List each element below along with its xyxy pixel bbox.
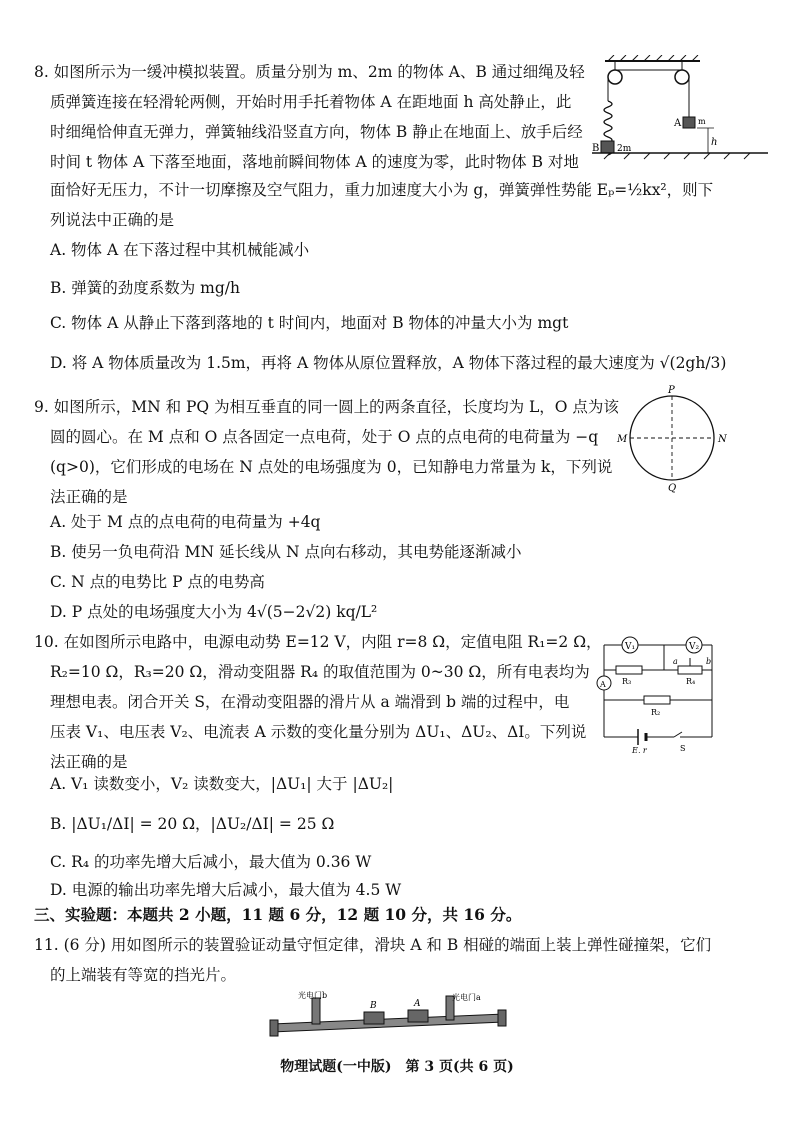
label-v1: V₁ xyxy=(625,642,636,652)
q8-line: 时细绳恰伸直无弹力，弹簧轴线沿竖直方向，物体 B 静止在地面上、放手后经 xyxy=(50,123,583,141)
q10-line: R₂=10 Ω，R₃=20 Ω，滑动变阻器 R₄ 的取值范围为 0~30 Ω，所有电表均为 xyxy=(50,663,590,681)
block-b xyxy=(601,141,614,153)
q9-line: 圆的圆心。在 M 点和 O 点各固定一点电荷，处于 O 点的点电荷的电荷量为 −q xyxy=(50,428,599,446)
circle-charge-figure xyxy=(612,383,730,493)
q10-option-d: D. 电源的输出功率先增大后减小，最大值为 4.5 W xyxy=(50,881,402,899)
q9-option-c: C. N 点的电势比 P 点的电势高 xyxy=(50,573,265,591)
q10-option-b: B. |ΔU₁/ΔI| = 20 Ω，|ΔU₂/ΔI| = 25 Ω xyxy=(50,815,335,833)
label-e: E, r xyxy=(632,746,647,753)
label-v2: V₂ xyxy=(689,642,700,652)
gate-b xyxy=(312,998,320,1024)
rheostat-r4 xyxy=(678,666,702,674)
right-pulley xyxy=(675,70,689,84)
track xyxy=(272,1014,504,1032)
q8-line: 质弹簧连接在轻滑轮两侧，开始时用手托着物体 A 在距地面 h 高处静止，此 xyxy=(50,93,572,111)
label-b: B xyxy=(370,1001,377,1011)
question-10 xyxy=(34,627,604,777)
question-8-cont xyxy=(50,175,780,235)
q10-line: 理想电表。闭合开关 S，在滑动变阻器的滑片从 a 端滑到 b 端的过程中，电 xyxy=(50,693,570,711)
label-r3: R₃ xyxy=(622,677,632,686)
label-m: M xyxy=(617,434,628,445)
slider-b xyxy=(364,1012,384,1024)
label-a: A xyxy=(674,118,682,129)
q9-line: (q>0)，它们形成的电场在 N 点处的电场强度为 0，已知静电力常量为 k，下列说 xyxy=(50,458,613,476)
q9-option-d: D. P 点处的电场强度大小为 4√(5−2√2) kq/L² xyxy=(50,603,378,621)
q10-line: 10. 在如图所示电路中，电源电动势 E=12 V，内阻 r=8 Ω，定值电阻 R₁=2 Ω， xyxy=(34,633,602,651)
q10-option-a: A. V₁ 读数变小，V₂ 读数变大，|ΔU₁| 大于 |ΔU₂| xyxy=(50,775,394,793)
question-9 xyxy=(34,392,624,512)
question-8 xyxy=(34,57,594,177)
slider-a xyxy=(408,1010,428,1022)
q8-line: 时间 t 物体 A 下落至地面，落地前瞬间物体 A 的速度为零，此时物体 B 对地 xyxy=(50,153,579,171)
q11-line: 11. (6 分) 用如图所示的装置验证动量守恒定律，滑块 A 和 B 相碰的端面上装上弹性碰撞架，它们 xyxy=(34,936,712,954)
label-r2: R₂ xyxy=(651,708,661,717)
label-b: b xyxy=(706,657,712,666)
label-n: N xyxy=(718,434,727,445)
label-a: A xyxy=(414,999,421,1009)
label-q: Q xyxy=(668,483,677,493)
label-h: h xyxy=(711,137,718,148)
resistor-r2 xyxy=(644,696,670,704)
q10-line: 压表 V₁、电压表 V₂、电流表 A 示数的变化量分别为 ΔU₁、ΔU₂、ΔI。下列说 xyxy=(50,723,587,741)
q11-line: 的上端装有等宽的挡光片。 xyxy=(50,966,237,984)
label-m: m xyxy=(698,117,706,126)
block-a xyxy=(683,117,695,128)
label-gate-b: 光电门b xyxy=(298,991,328,1000)
q8-option-c: C. 物体 A 从静止下落到落地的 t 时间内，地面对 B 物体的冲量大小为 mgt xyxy=(50,314,569,332)
circuit-figure xyxy=(594,625,720,753)
q8-option-d: D. 将 A 物体质量改为 1.5m，再将 A 物体从原位置释放，A 物体下落过程的最大速度为 √(2gh/3) xyxy=(50,354,727,372)
q8-line: 面恰好无压力，不计一切摩擦及空气阻力，重力加速度大小为 g，弹簧弹性势能 Eₚ=½kx²，则下 xyxy=(50,181,714,199)
section-3-heading: 三、实验题：本题共 2 小题，11 题 6 分，12 题 10 分，共 16 分。 xyxy=(34,905,522,924)
label-s: S xyxy=(680,744,686,753)
q8-line: 列说法中正确的是 xyxy=(50,211,175,229)
q8-line: 8. 如图所示为一缓冲模拟装置。质量分别为 m、2m 的物体 A、B 通过细绳及轻 xyxy=(34,63,585,81)
label-b: B xyxy=(592,143,600,154)
label-gate-a: 光电门a xyxy=(452,993,481,1002)
q9-option-b: B. 使另一负电荷沿 MN 延长线从 N 点向右移动，其电势能逐渐减小 xyxy=(50,543,522,561)
pulley-spring-figure xyxy=(590,55,770,165)
label-ammeter: A xyxy=(600,680,606,689)
label-a: a xyxy=(673,657,678,666)
page-footer: 物理试题(一中版) 第 3 页(共 6 页) xyxy=(280,1059,514,1075)
q9-line: 法正确的是 xyxy=(50,488,128,506)
q10-line: 法正确的是 xyxy=(50,753,128,771)
left-pulley xyxy=(608,70,622,84)
ceiling xyxy=(605,55,700,61)
label-2m: 2m xyxy=(617,144,632,154)
q9-option-a: A. 处于 M 点的点电荷的电荷量为 +4q xyxy=(50,513,321,531)
resistor-r3 xyxy=(616,666,642,674)
question-11 xyxy=(34,930,774,990)
q8-option-a: A. 物体 A 在下落过程中其机械能减小 xyxy=(50,241,310,259)
label-p: P xyxy=(668,385,675,396)
q9-line: 9. 如图所示，MN 和 PQ 为相互垂直的同一圆上的两条直径，长度均为 L，O 点为该 xyxy=(34,398,619,416)
label-r4: R₄ xyxy=(686,677,696,686)
q10-option-c: C. R₄ 的功率先增大后减小，最大值为 0.36 W xyxy=(50,853,372,871)
air-track-figure xyxy=(268,990,508,1042)
q8-option-b: B. 弹簧的劲度系数为 mg/h xyxy=(50,279,240,297)
